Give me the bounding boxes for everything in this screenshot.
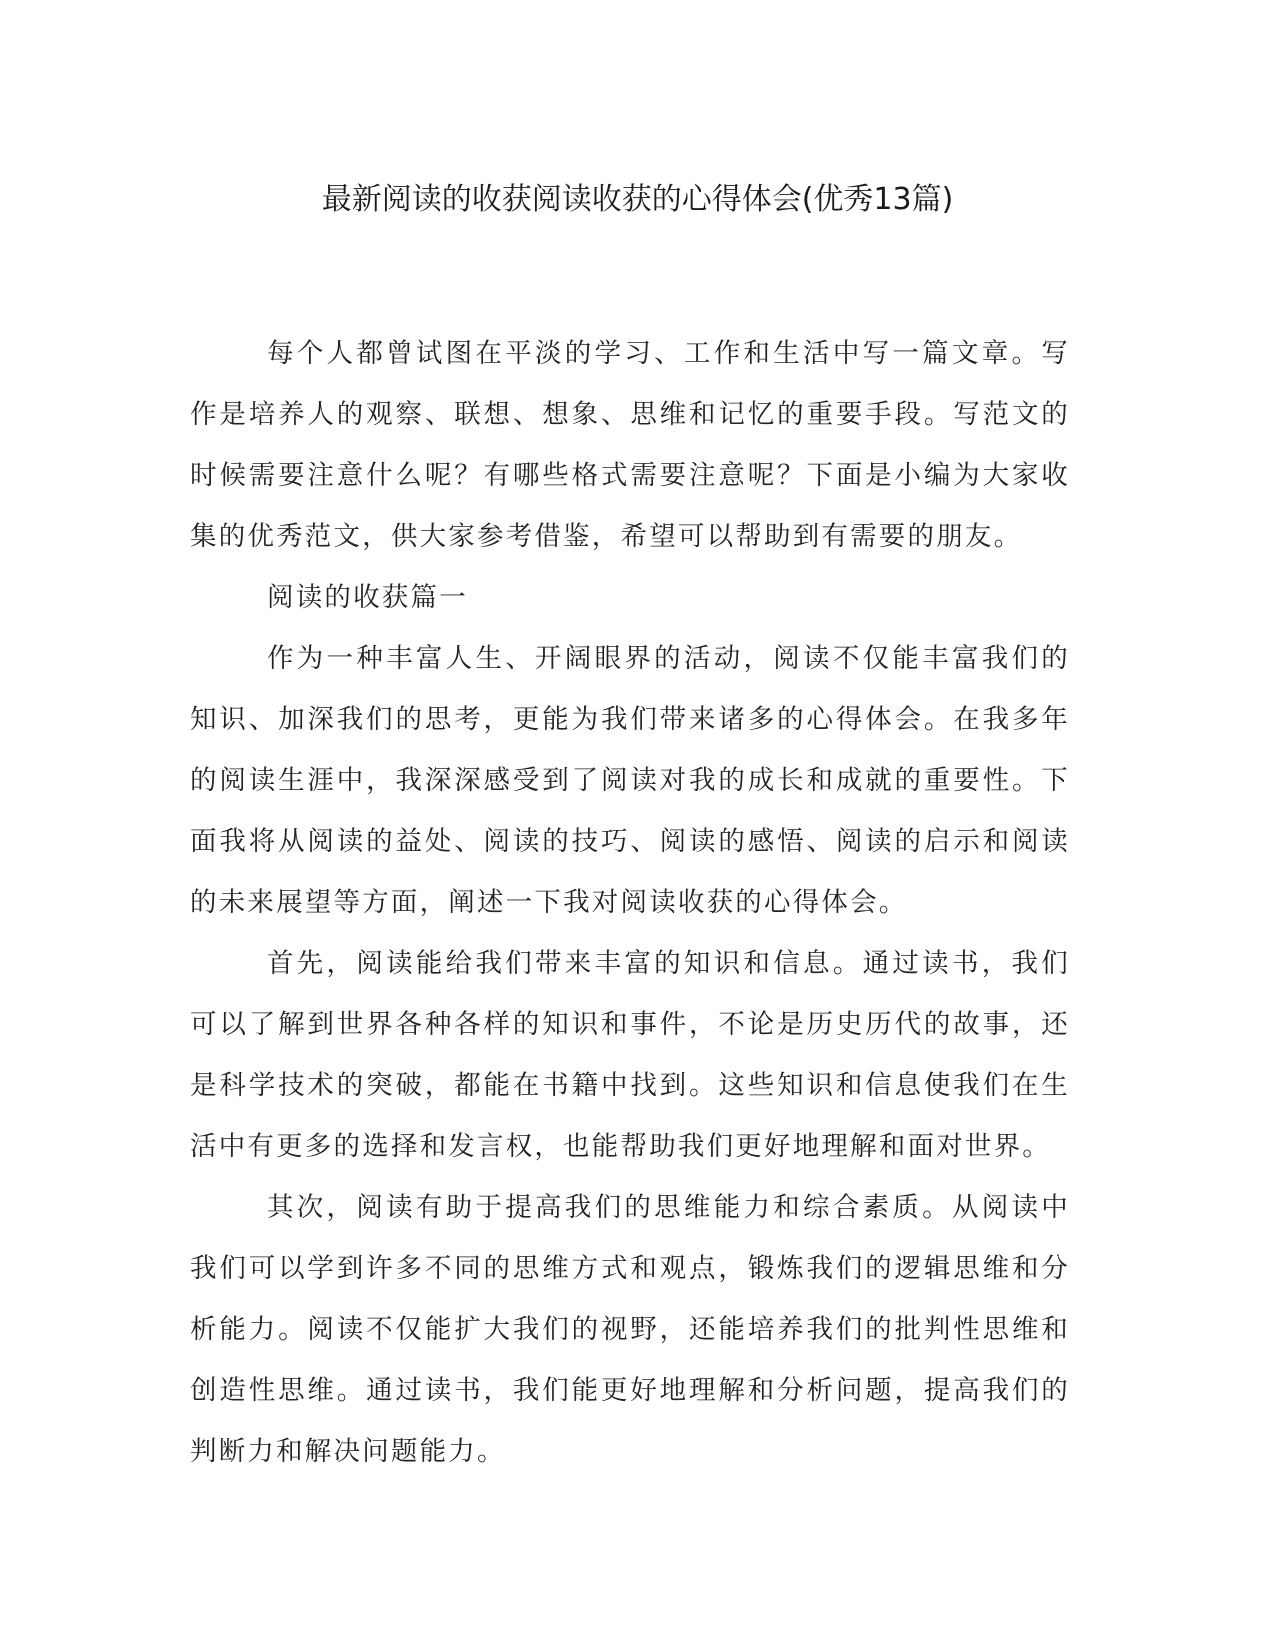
document-body: [190, 323, 1070, 1482]
body-paragraph-1: 作为一种丰富人生、开阔眼界的活动，阅读不仅能丰富我们的知识、加深我们的思考，更能为我们带来诸多的心得体会。在我多年的阅读生涯中，我深深感受到了阅读对我的成长和成就的重要性。下面我将从阅读的益处、阅读的技巧、阅读的感悟、阅读的启示和阅读的未来展望等方面，阐述一下我对阅读收获的心得体会。: [190, 643, 1070, 918]
body-paragraph-2: 首先，阅读能给我们带来丰富的知识和信息。通过读书，我们可以了解到世界各种各样的知识和事件，不论是历史历代的故事，还是科学技术的突破，都能在书籍中找到。这些知识和信息使我们在生活中有更多的选择和发言权，也能帮助我们更好地理解和面对世界。: [190, 948, 1070, 1162]
document-title: 最新阅读的收获阅读收获的心得体会(优秀13篇): [321, 182, 954, 217]
intro-paragraph: 每个人都曾试图在平淡的学习、工作和生活中写一篇文章。写作是培养人的观察、联想、想象、思维和记忆的重要手段。写范文的时候需要注意什么呢？有哪些格式需要注意呢？下面是小编为大家收集的优秀范文，供大家参考借鉴，希望可以帮助到有需要的朋友。: [190, 338, 1070, 552]
section-heading: 阅读的收获篇一: [267, 582, 468, 613]
body-paragraph-3: 其次，阅读有助于提高我们的思维能力和综合素质。从阅读中我们可以学到许多不同的思维方式和观点，锻炼我们的逻辑思维和分析能力。阅读不仅能扩大我们的视野，还能培养我们的批判性思维和创造性思维。通过读书，我们能更好地理解和分析问题，提高我们的判断力和解决问题能力。: [190, 1192, 1070, 1467]
